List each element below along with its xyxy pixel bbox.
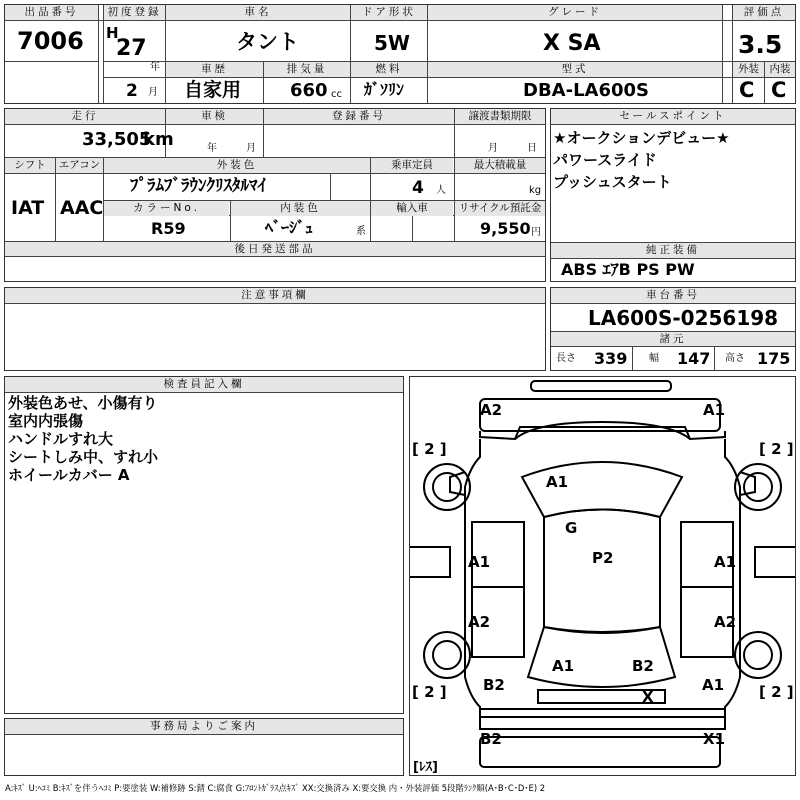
load-unit: kg bbox=[529, 185, 542, 196]
grade: X SA bbox=[543, 31, 601, 56]
interior-label: 内装色 bbox=[231, 201, 370, 216]
door-label: ドア形状 bbox=[351, 5, 427, 20]
width-label: 幅 bbox=[649, 353, 659, 364]
displacement-label: 排気量 bbox=[264, 62, 350, 77]
door-type: 5W bbox=[374, 31, 410, 55]
first-reg-year: 27 bbox=[116, 36, 147, 61]
inspector-line-1: 外装色あせ、小傷有り bbox=[8, 394, 158, 412]
mark-left-front-door: A1 bbox=[468, 553, 491, 571]
model-label: 型式 bbox=[428, 62, 722, 77]
load-label: 最大積載量 bbox=[455, 158, 545, 173]
sales-point-label: セールスポイント bbox=[551, 109, 795, 124]
mark-roof-g: G bbox=[565, 519, 578, 537]
chassis-label: 車台番号 bbox=[551, 288, 795, 303]
inspector-line-5: ホイールカバー A bbox=[8, 466, 130, 484]
height: 175 bbox=[757, 349, 791, 368]
interior-unit: 系 bbox=[356, 226, 366, 237]
lot-number: 7006 bbox=[17, 27, 84, 55]
tire-front-left: [ 2 ] bbox=[412, 440, 447, 458]
mark-rear-bumper-right: X1 bbox=[703, 730, 726, 748]
first-reg-month: 2 bbox=[126, 81, 138, 101]
length-label: 長さ bbox=[556, 353, 576, 364]
displacement-unit: cc bbox=[331, 89, 342, 100]
displacement: 660 bbox=[290, 80, 328, 101]
mark-left-rear-door: A2 bbox=[468, 613, 491, 631]
shift-label: シフト bbox=[5, 158, 55, 173]
mark-front-right-bumper: A1 bbox=[703, 401, 726, 419]
grade-label: グレード bbox=[428, 5, 722, 20]
later-parts-label: 後日発送部品 bbox=[5, 242, 545, 257]
mark-rear-right: B2 bbox=[632, 657, 654, 675]
office-label: 事務局よりご案内 bbox=[5, 719, 403, 734]
interior-color: ﾍﾞｰｼﾞｭ bbox=[265, 218, 314, 237]
dims-label: 諸元 bbox=[551, 332, 795, 347]
score-label: 評価点 bbox=[733, 5, 795, 20]
int-score: C bbox=[771, 78, 787, 102]
int-label: 内装 bbox=[765, 62, 795, 77]
mark-rear-center: X bbox=[642, 688, 654, 706]
mark-rear-left: A1 bbox=[552, 657, 575, 675]
tire-rear-right: [ 2 ] bbox=[759, 683, 794, 701]
equipment-label: 純正装備 bbox=[551, 243, 795, 258]
length: 339 bbox=[594, 349, 628, 368]
width: 147 bbox=[677, 349, 711, 368]
mark-right-quarter: A1 bbox=[702, 676, 725, 694]
sales-point-2: パワースライド bbox=[553, 151, 657, 169]
capacity: 4 bbox=[412, 178, 424, 198]
mileage: 33,505 bbox=[82, 129, 152, 150]
history: 自家用 bbox=[184, 79, 242, 101]
mark-front-left-bumper: A2 bbox=[480, 401, 503, 419]
inspection-label: 車検 bbox=[166, 109, 263, 124]
lot-label: 出品番号 bbox=[5, 5, 98, 20]
color-label: 外装色 bbox=[104, 158, 370, 173]
mark-roof-p2: P2 bbox=[592, 549, 614, 567]
inspection-month-unit: 月 bbox=[246, 143, 256, 154]
recycle-unit: 円 bbox=[531, 227, 541, 238]
inspector-label: 検査員記入欄 bbox=[5, 377, 403, 392]
equipment: ABS ｴｱB PS PW bbox=[561, 260, 695, 279]
color-number: R59 bbox=[151, 219, 186, 238]
mark-left-quarter: B2 bbox=[483, 676, 505, 694]
car-name-label: 車名 bbox=[166, 5, 350, 20]
score: 3.5 bbox=[738, 30, 783, 59]
mileage-label: 走行 bbox=[5, 109, 165, 124]
inspector-line-4: シートしみ中、すれ小 bbox=[8, 448, 159, 466]
transfer-day-unit: 日 bbox=[527, 143, 537, 154]
color-no-label: カラーNo. bbox=[104, 201, 229, 216]
ext-label: 外装 bbox=[733, 62, 764, 77]
chassis-number: LA600S-0256198 bbox=[588, 306, 779, 330]
ac: AAC bbox=[60, 197, 104, 219]
history-label: 車歴 bbox=[166, 62, 263, 77]
height-label: 高さ bbox=[725, 353, 745, 364]
fuel: ｶﾞｿﾘﾝ bbox=[364, 80, 405, 99]
damage-legend: A:ｷｽﾞ U:ﾍｺﾐ B:ｷｽﾞを伴うﾍｺﾐ P:要塗装 W:補修跡 S:錆 C:腐食 G:ﾌﾛﾝﾄｶﾞﾗｽ点ｷｽﾞ XX:交換済み X:要交換 内・外装評価 5段階ﾗﾝｸ順(A･B･C･D･E) 2 bbox=[5, 783, 546, 793]
first-reg-year-unit: 年 bbox=[150, 62, 160, 73]
mark-right-front-door: A1 bbox=[714, 553, 737, 571]
capacity-label: 乗車定員 bbox=[371, 158, 453, 173]
car-name: タント bbox=[236, 30, 299, 54]
fuel-label: 燃料 bbox=[351, 62, 427, 77]
tire-front-right: [ 2 ] bbox=[759, 440, 794, 458]
notes-label: 注意事項欄 bbox=[5, 288, 545, 303]
capacity-unit: 人 bbox=[436, 185, 446, 196]
first-reg-label: 初度登録 bbox=[104, 5, 165, 20]
model: DBA-LA600S bbox=[523, 80, 649, 101]
transfer-label: 譲渡書類期限 bbox=[455, 109, 545, 124]
sales-point-3: プッシュスタート bbox=[553, 173, 672, 191]
mark-right-rear-door: A2 bbox=[714, 613, 737, 631]
mark-rear-bumper-left: B2 bbox=[480, 730, 502, 748]
inspector-line-2: 室内内張傷 bbox=[8, 412, 84, 430]
mileage-unit: km bbox=[143, 129, 174, 150]
inspector-line-3: ハンドルすれ大 bbox=[8, 430, 114, 448]
shift: IAT bbox=[11, 197, 45, 219]
sales-point-1: ★オークションデビュー★ bbox=[553, 129, 730, 147]
import-label: 輸入車 bbox=[371, 201, 453, 216]
first-reg-era: H bbox=[106, 24, 119, 42]
car-diagram bbox=[410, 377, 795, 775]
transfer-month-unit: 月 bbox=[488, 143, 498, 154]
first-reg-month-unit: 月 bbox=[148, 87, 158, 98]
ext-score: C bbox=[739, 78, 755, 102]
ac-label: エアコン bbox=[56, 158, 103, 173]
registration-label: 登録番号 bbox=[264, 109, 454, 124]
tire-rear-left: [ 2 ] bbox=[412, 683, 447, 701]
spare-tire: [ﾚｽ] bbox=[413, 760, 438, 775]
color: ﾌﾟﾗﾑﾌﾞﾗｳﾝｸﾘｽﾀﾙﾏｲ bbox=[130, 176, 266, 196]
mark-windshield: A1 bbox=[546, 473, 569, 491]
recycle-label: リサイクル預託金 bbox=[455, 201, 545, 216]
inspection-year-unit: 年 bbox=[207, 143, 217, 154]
recycle-fee: 9,550 bbox=[480, 219, 531, 238]
